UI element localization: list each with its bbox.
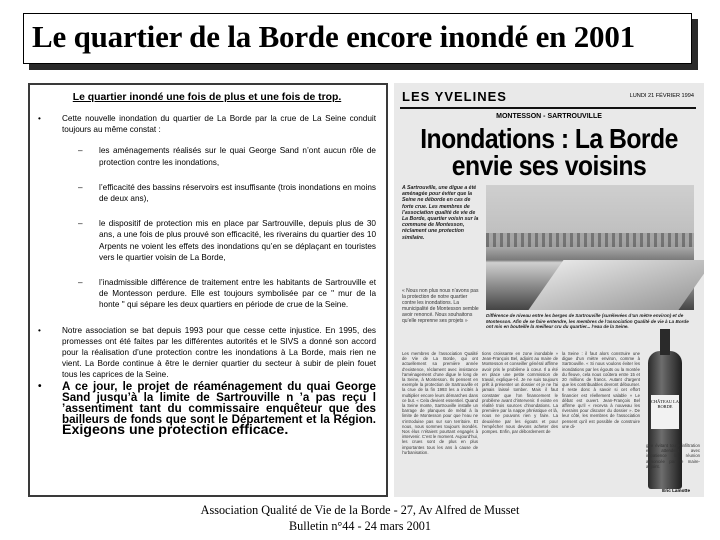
dash-icon: –	[78, 219, 83, 229]
sub-item-text: les aménagements réalisés sur le quai George Sand n’ont aucun rôle de protection contre les inondations,	[99, 146, 376, 167]
newspaper-name: LES YVELINES	[402, 89, 507, 104]
paragraph-text: Notre association se bat depuis 1993 pour que cesse cette injustice. En 1995, des promesses ont été faites par les différentes autorités et le SIVS a donné son accord pour la réalisation d’une protection contre les inondations à La Borde, mais rien ne vient. La Borde continue à être le dernier quartier du secteur à subir de plein fouet tous les caprices de la Seine.	[62, 325, 376, 380]
bullet-icon: •	[38, 114, 41, 123]
paragraph-text: A ce jour, le projet de réaménagement du quai George Sand jusqu’à la limite de Sartrouville n ’a pas reçu l ’assentiment tant du commissaire enquêteur que des bailleurs de fonds que sont le Département et la Région.	[62, 379, 376, 427]
article-column-4: gue évitant toute infiltration et attendent avec impatience la réunion annoncée par le maire-adjoint.	[646, 443, 700, 469]
newspaper-rule	[400, 107, 696, 109]
sub-item-text: l’inadmissible différence de traitement entre les habitants de Sartrouville et de Montesson perdure. Elle est toujours symbolisée par ce " mur de la honte " qui sépare les deux quartiers en période de crue de la Seine.	[99, 278, 376, 310]
bullet-list	[38, 113, 376, 437]
dash-icon: –	[78, 182, 83, 192]
bottle-neck	[660, 329, 670, 355]
panel-heading: Le quartier inondé une fois de plus et une fois de trop.	[72, 92, 342, 103]
list-item	[38, 113, 376, 311]
footer-line-2: Bulletin n°44 - 24 mars 2001	[289, 519, 431, 533]
article-lead: A Sartrouville, une digue a été aménagée pour éviter que la Seine ne déborde en cas de forte crue. Les membres de l’association qualité de vie de La Borde, quartier voisin sur la commune de Montesson, réclament une protection similaire.	[402, 185, 479, 241]
bullet-icon: •	[38, 325, 41, 335]
sub-item-text: le dispositif de protection mis en place par Sartrouville, depuis plus de 30 ans, a une fois de plus prouvé son efficacité, les riverains du quartier des 10 Arpents ne voient les effets des inondations qu’en se déplaçant en touristes vers le quartier voisin de La Borde,	[99, 219, 376, 262]
article-kicker: MONTESSON - SARTROUVILLE	[496, 113, 602, 120]
article-column-2: tions croissante en zone inondable » Jean-François Bel, adjoint au maire de Montesson et conseiller général affirme avoir pris le problème à cœur. Il a été en place une petite commission de travail, explique-t-il. Je ne suis toujours prêt à présenter un dossier et je ne l’ai jamais laissé tomber. Mais il faut constater que l’on financement le problème avant d’intervenir. Il existe en réalité trois sources d’inondations. La première par la nappe phréatique et là, nous ne pouvons rien y faire. La deuxième par les égouts et pour l’empêcher nous devons acheter des pompes. Enfin, par débordement de	[482, 351, 558, 435]
list-item	[38, 325, 376, 381]
article-quote: « Nous non plus nous n’avons pas la protection de notre quartier contre les inondations. La municipalité de Montesson semble avoir renoncé. Nous souhaitons qu’elle reprenne ses projets »	[402, 288, 479, 324]
newspaper-date: LUNDI 21 FÉVRIER 1994	[629, 93, 694, 99]
slide-title: Le quartier de la Borde encore inondé en 2001	[32, 19, 635, 54]
sub-list-item	[62, 218, 376, 263]
photo-credit: Eric Lamotte	[662, 488, 690, 493]
flood-photo	[486, 185, 694, 310]
photo-road	[528, 260, 704, 310]
footer-line-1: Association Qualité de Vie de la Borde - 27, Av Alfred de Musset	[200, 503, 520, 517]
sub-list-item	[62, 145, 376, 167]
headline-line-1: Inondations : La Borde	[420, 123, 678, 154]
photo-caption: Différence de niveau entre les berges de Sartrouville (surélevées d’un mètre environ) et de Montesson. Afin de se faire entendre, les membres de l’association Qualité de vie à La Borde ont mis en bouteille la meilleur cru du quartier... l’eau de la Seine.	[486, 313, 689, 330]
article-column-1: Les membres de l’association Qualité de Vie de La Borde, qui ont actuellement sa première année d’existence, réclament avec insistance l’aménagement d’une digue le long de la Seine, à Montesson. Ils pensent en exemple la protection de Sartrouville et la crue de la fin 1993 les a incités à multiplier encore leurs démarches dans ce but. « Cela devient essentiel. Quand la Seine monte, Sartrouville installe un barrage de planques de métal à la limite de Montesson pour que l’eau ne s’introduise pas sur son territoire. Et nous, nous sommes toujours inondés. Nos élus n’étaient pourtant engagés à intervenir. C’est le moment. Aujourd’hui, les crues sont de plus en plus importantes tous les ans à cause de l’urbanisation.	[402, 351, 478, 455]
list-item	[38, 381, 376, 437]
bullet-icon: •	[38, 380, 42, 392]
sub-list-item	[62, 182, 376, 204]
sub-list-item	[62, 277, 376, 311]
sub-list	[62, 145, 376, 310]
headline-line-2: envie ses voisins	[451, 150, 647, 181]
dash-icon: –	[78, 146, 83, 156]
dash-icon: –	[78, 278, 83, 288]
title-box	[23, 13, 692, 64]
article-headline	[410, 125, 689, 179]
call-to-action: Exigeons une protection efficace.	[62, 422, 289, 439]
photo-trees	[486, 233, 694, 247]
newspaper-clipping	[394, 83, 704, 497]
text-panel	[28, 83, 388, 497]
sub-item-text: l’efficacité des bassins réservoirs est insuffisante (trois inondations en moins de deux ans),	[99, 182, 376, 204]
bottle-label: CHÂTEAU LA BORDE	[651, 395, 679, 429]
article-column-3: la Seine : il faut alors construire une digue d’un mètre environ, comme à Sartrouville. « Si nous voulons éviter les inondations par les égouts ou la montée du fleuve, cela nous coûtera entre 15 et 20 millions de francs. Autant d’argent que les contribuables devront débourser. Il reste donc à savoir si cet effort financier est réellement valable » Le débat est ouvert. Jean-François Bel affirme qu’il « recevra à nouveau les riverains pour discuter du dossier ». De leur côté, les membres de l’association pensent qu’il est possible de construire une di-	[562, 351, 640, 429]
intro-text: Cette nouvelle inondation du quartier de La Borde par la crue de La Seine conduit toujours au même constat :	[62, 114, 376, 135]
slide-title-bar	[23, 13, 698, 70]
